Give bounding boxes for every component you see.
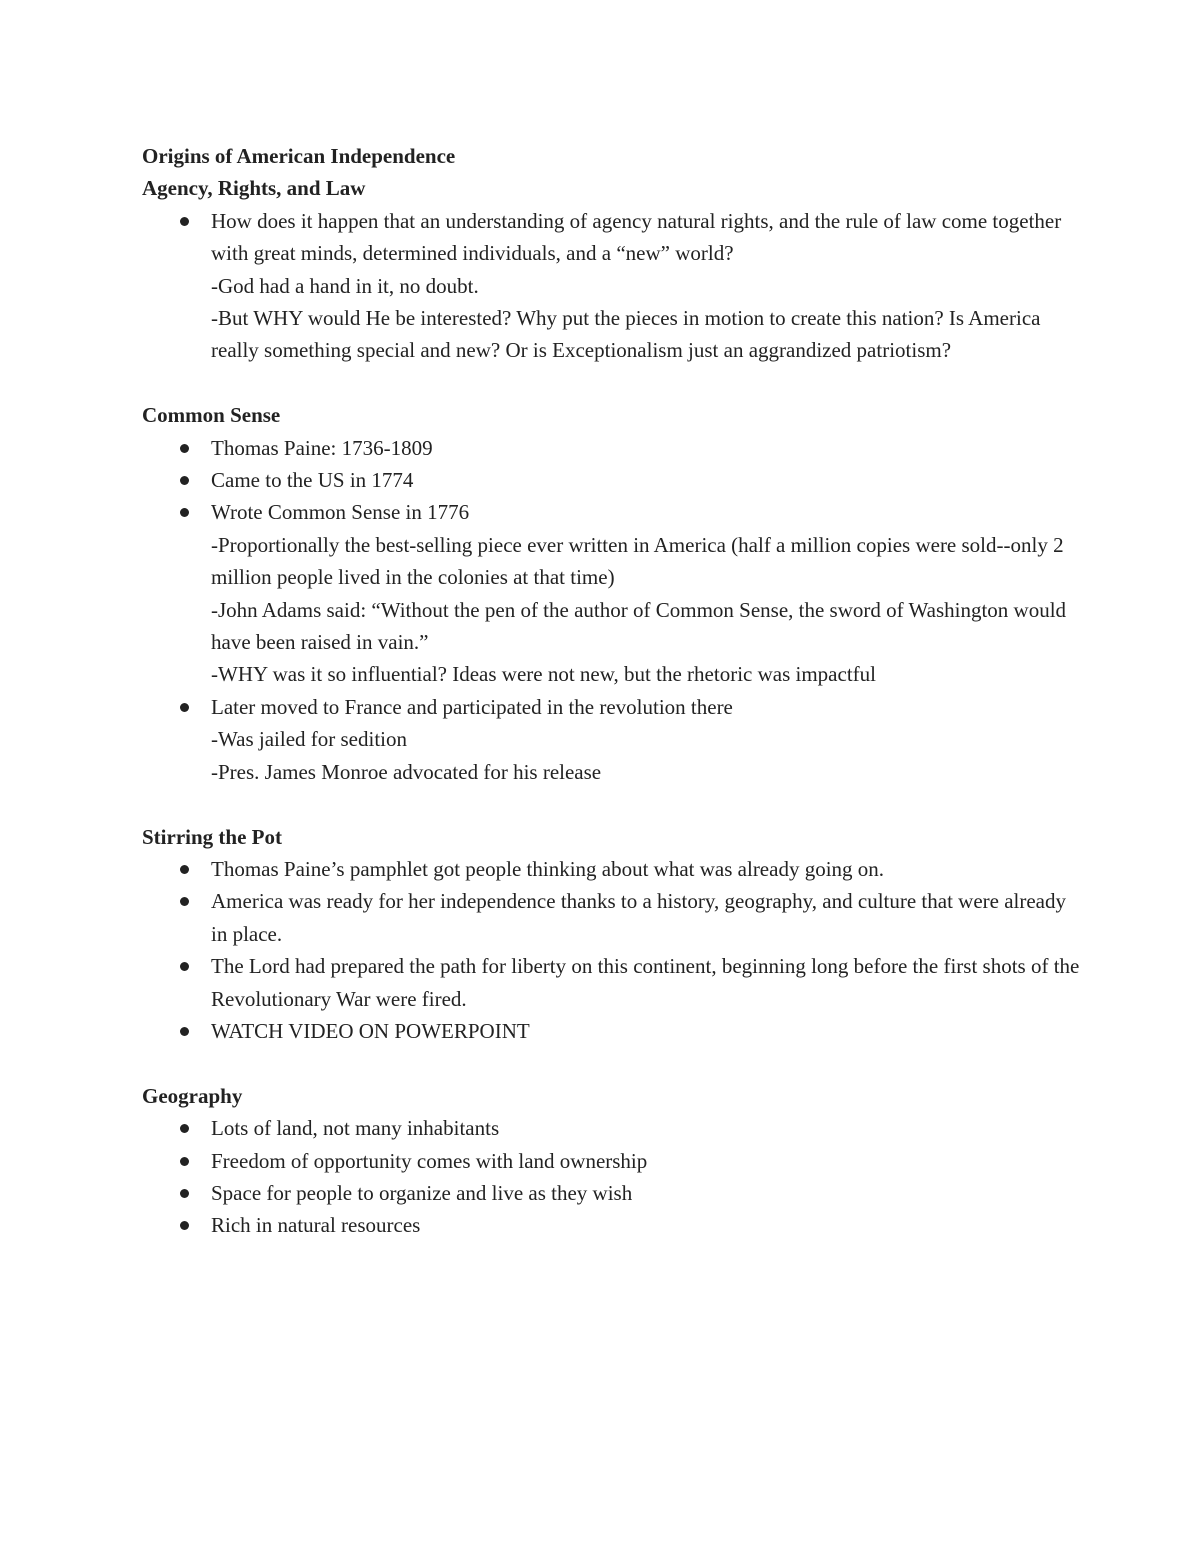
bullet-dot-icon xyxy=(180,217,189,226)
bullet-item xyxy=(142,1015,1082,1047)
bullet-text: The Lord had prepared the path for liberty on this continent, beginning long before the first shots of the Revolutionary War were fired. xyxy=(211,954,1080,1011)
document-title: Origins of American Independence xyxy=(142,144,456,168)
bullet-item xyxy=(142,496,1082,690)
bullet-list xyxy=(142,1112,1082,1242)
bullet-dot-icon xyxy=(180,1027,189,1036)
bullet-dot-icon xyxy=(180,508,189,517)
bullet-item xyxy=(142,950,1082,1015)
sub-note: -Was jailed for sedition xyxy=(211,727,408,752)
bullet-item xyxy=(142,1209,1082,1241)
bullet-dot-icon xyxy=(180,444,189,453)
bullet-text: Wrote Common Sense in 1776 xyxy=(211,500,470,525)
section-heading: Common Sense xyxy=(142,403,281,428)
section-heading: Geography xyxy=(142,1083,243,1108)
bullet-item xyxy=(142,1145,1082,1177)
bullet-dot-icon xyxy=(180,703,189,712)
sub-note: -Pres. James Monroe advocated for his release xyxy=(211,759,602,784)
sub-note: -God had a hand in it, no doubt. xyxy=(211,273,479,298)
bullet-dot-icon xyxy=(180,476,189,485)
bullet-item xyxy=(142,205,1082,367)
bullet-item xyxy=(142,853,1082,885)
document-content xyxy=(142,140,1082,1242)
bullet-dot-icon xyxy=(180,962,189,971)
bullet-text: Came to the US in 1774 xyxy=(211,468,414,493)
bullet-dot-icon xyxy=(180,1157,189,1166)
bullet-item xyxy=(142,1177,1082,1209)
bullet-text: WATCH VIDEO ON POWERPOINT xyxy=(211,1018,530,1043)
bullet-text: How does it happen that an understanding of agency natural rights, and the rule of law come together with great minds, determined individuals, and a “new” world? xyxy=(211,208,1062,266)
bullet-list xyxy=(142,432,1082,788)
section-spacer xyxy=(142,1047,1082,1079)
bullet-dot-icon xyxy=(180,1124,189,1133)
bullet-text: Space for people to organize and live as they wish xyxy=(211,1180,633,1205)
sub-note: -WHY was it so influential? Ideas were not new, but the rhetoric was impactful xyxy=(211,662,876,687)
bullet-item xyxy=(142,885,1082,950)
bullet-text: Rich in natural resources xyxy=(211,1213,421,1238)
bullet-dot-icon xyxy=(180,1189,189,1198)
section-spacer xyxy=(142,367,1082,399)
bullet-list xyxy=(142,853,1082,1047)
bullet-text: America was ready for her independence thanks to a history, geography, and culture that were already in place. xyxy=(211,889,1067,946)
bullet-dot-icon xyxy=(180,897,189,906)
bullet-list xyxy=(142,205,1082,367)
bullet-text: Thomas Paine: 1736-1809 xyxy=(211,435,433,460)
bullet-item xyxy=(142,464,1082,496)
bullet-item xyxy=(142,432,1082,464)
bullet-text: Freedom of opportunity comes with land ownership xyxy=(211,1148,648,1173)
bullet-item xyxy=(142,1112,1082,1144)
bullet-text: Thomas Paine’s pamphlet got people thinking about what was already going on. xyxy=(211,856,885,881)
section-spacer xyxy=(142,788,1082,820)
bullet-dot-icon xyxy=(180,1221,189,1230)
bullet-text: Lots of land, not many inhabitants xyxy=(211,1116,500,1141)
bullet-item xyxy=(142,691,1082,788)
section-heading: Agency, Rights, and Law xyxy=(142,176,366,201)
bullet-text: Later moved to France and participated in the revolution there xyxy=(211,694,733,719)
sub-note: -Proportionally the best-selling piece ever written in America (half a million copies were sold--only 2 million people lived in the colonies at that time) xyxy=(211,532,1064,590)
bullet-dot-icon xyxy=(180,865,189,874)
sub-note: -But WHY would He be interested? Why put the pieces in motion to create this nation? Is America really something special and new? Or is Exceptionalism just an aggrandized patriotism? xyxy=(211,306,1041,363)
sub-note: -John Adams said: “Without the pen of the author of Common Sense, the sword of Washington would have been raised in vain.” xyxy=(211,597,1067,655)
section-heading: Stirring the Pot xyxy=(142,824,282,849)
sections-container xyxy=(142,172,1082,1241)
